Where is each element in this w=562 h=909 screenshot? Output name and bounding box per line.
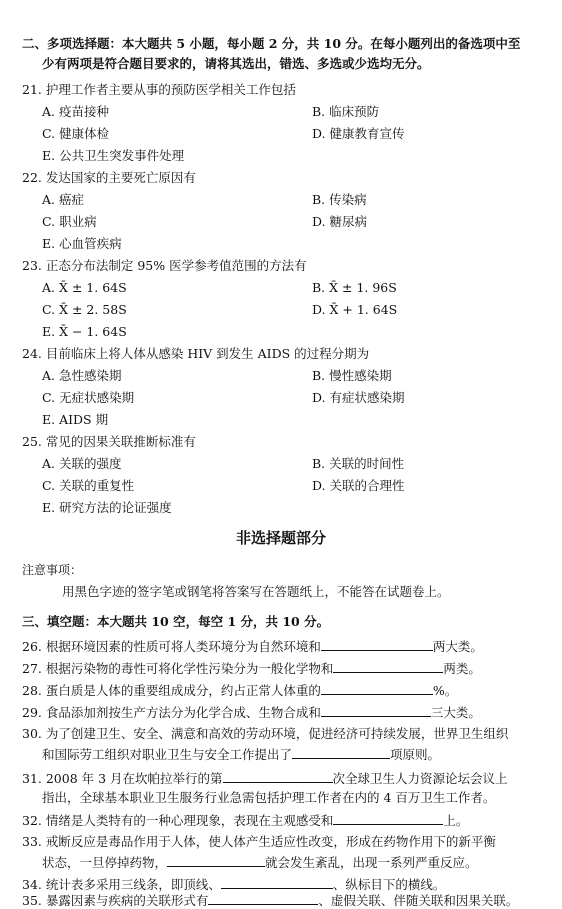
question-23-option-d: D. X̄ + 1. 64S	[312, 302, 398, 317]
question-31-line-2: 指出，全球基本职业卫生服务行业急需包括护理工作者在内的 4 百万卫生工作者。	[42, 790, 496, 805]
question-34-tail: 、纵标目下的横线。	[332, 877, 446, 892]
question-24-option-a: A. 急性感染期	[42, 368, 122, 383]
answer-blank	[223, 770, 333, 783]
question-26-text: 26. 根据环境因素的性质可将人类环境分为自然环境和	[22, 639, 321, 654]
answer-blank	[208, 892, 318, 905]
question-21-option-a: A. 疫苗接种	[42, 104, 109, 119]
section-2-title-cont: 少有两项是符合题目要求的，请将其选出，错选、多选或少选均无分。	[42, 56, 430, 71]
question-35	[22, 892, 518, 909]
question-27-tail: 两类。	[443, 661, 481, 676]
question-24-option-c: C. 无症状感染期	[42, 390, 135, 405]
question-33-line-1: 33. 戒断反应是毒品作用于人体，使人体产生适应性改变，形成在药物作用下的新平衡	[22, 834, 496, 849]
section-2-title: 二、多项选择题：本大题共 5 小题，每小题 2 分，共 10 分。在每小题列出的备选项中至	[22, 36, 521, 51]
question-24-stem: 24. 目前临床上将人体从感染 HIV 到发生 AIDS 的过程分期为	[22, 346, 370, 361]
answer-blank	[321, 682, 433, 695]
question-26	[22, 638, 483, 655]
question-25-option-e: E. 研究方法的论证强度	[42, 500, 172, 515]
question-25-option-c: C. 关联的重复性	[42, 478, 135, 493]
question-30-line-2	[42, 746, 440, 763]
question-25-option-d: D. 关联的合理性	[312, 478, 405, 493]
question-34	[22, 876, 445, 893]
question-28-tail: %。	[432, 683, 458, 698]
question-30-text: 和国际劳工组织对职业卫生与安全工作提出了	[42, 747, 293, 762]
question-21-option-c: C. 健康体检	[42, 126, 110, 141]
question-24-option-b: B. 慢性感染期	[312, 368, 392, 383]
answer-blank	[321, 704, 431, 717]
question-29-text: 29. 食品添加剂按生产方法分为化学合成、生物合成和	[22, 705, 321, 720]
question-23-option-c: C. X̄ ± 2. 58S	[42, 302, 127, 317]
question-23-stem: 23. 正态分布法制定 95% 医学参考值范围的方法有	[22, 258, 307, 273]
question-33-line-2	[42, 854, 478, 871]
question-24-option-e: E. AIDS 期	[42, 412, 109, 427]
question-30-line-1: 30. 为了创建卫生、安全、满意和高效的劳动环境，促进经济可持续发展，世界卫生组织	[22, 726, 509, 741]
answer-blank	[167, 854, 265, 867]
answer-blank	[292, 746, 390, 759]
question-30-tail: 项原则。	[390, 747, 441, 762]
notice-label: 注意事项：	[22, 563, 83, 577]
question-22-option-a: A. 癌症	[42, 192, 84, 207]
answer-blank	[333, 812, 443, 825]
question-29	[22, 704, 481, 721]
question-28	[22, 682, 457, 699]
question-21-stem: 21. 护理工作者主要从事的预防医学相关工作包括	[22, 82, 296, 97]
question-31-text: 31. 2008 年 3 月在坎帕拉举行的第	[22, 771, 223, 786]
question-22-option-c: C. 职业病	[42, 214, 97, 229]
answer-blank	[221, 876, 333, 889]
question-35-tail: 、虚假关联、伴随关联和因果关联。	[318, 893, 519, 908]
question-27-text: 27. 根据污染物的毒性可将化学性污染分为一般化学物和	[22, 661, 334, 676]
question-22-option-d: D. 糖尿病	[312, 214, 368, 229]
question-22-option-b: B. 传染病	[312, 192, 367, 207]
question-25-option-b: B. 关联的时间性	[312, 456, 405, 471]
question-31-line-1	[22, 770, 508, 787]
question-32-tail: 上。	[443, 813, 469, 828]
part-title: 非选择题部分	[235, 529, 326, 547]
question-24-option-d: D. 有症状感染期	[312, 390, 405, 405]
notice-text: 用黑色字迹的签字笔或钢笔将答案写在答题纸上，不能答在试题卷上。	[62, 584, 450, 599]
answer-blank	[321, 638, 433, 651]
question-32-text: 32. 情绪是人类特有的一种心理现象，表现在主观感受和	[22, 813, 334, 828]
question-33-tail: 就会发生紊乱，出现一系列严重反应。	[265, 855, 478, 870]
question-23-option-a: A. X̄ ± 1. 64S	[42, 280, 127, 295]
question-25-stem: 25. 常见的因果关联推断标准有	[22, 434, 196, 449]
question-27	[22, 660, 481, 677]
question-29-tail: 三大类。	[430, 705, 481, 720]
question-21-option-b: B. 临床预防	[312, 104, 380, 119]
question-28-text: 28. 蛋白质是人体的重要组成成分，约占正常人体重的	[22, 683, 321, 698]
question-31-tail: 次全球卫生人力资源论坛会议上	[332, 771, 508, 786]
answer-blank	[333, 660, 443, 673]
question-33-text: 状态，一旦停掉药物，	[42, 855, 168, 870]
question-21-option-d: D. 健康教育宣传	[312, 126, 405, 141]
question-34-text: 34. 统计表多采用三线条，即顶线、	[22, 877, 221, 892]
question-32	[22, 812, 468, 829]
question-22-stem: 22. 发达国家的主要死亡原因有	[22, 170, 196, 185]
question-22-option-e: E. 心血管疾病	[42, 236, 122, 251]
section-3-title: 三、填空题：本大题共 10 空，每空 1 分，共 10 分。	[22, 614, 330, 629]
question-25-option-a: A. 关联的强度	[42, 456, 122, 471]
question-21-option-e: E. 公共卫生突发事件处理	[42, 148, 185, 163]
question-23-option-b: B. X̄ ± 1. 96S	[312, 280, 397, 295]
question-26-tail: 两大类。	[432, 639, 483, 654]
question-23-option-e: E. X̄ − 1. 64S	[42, 324, 127, 339]
question-35-text: 35. 暴露因素与疾病的关联形式有	[22, 893, 209, 908]
